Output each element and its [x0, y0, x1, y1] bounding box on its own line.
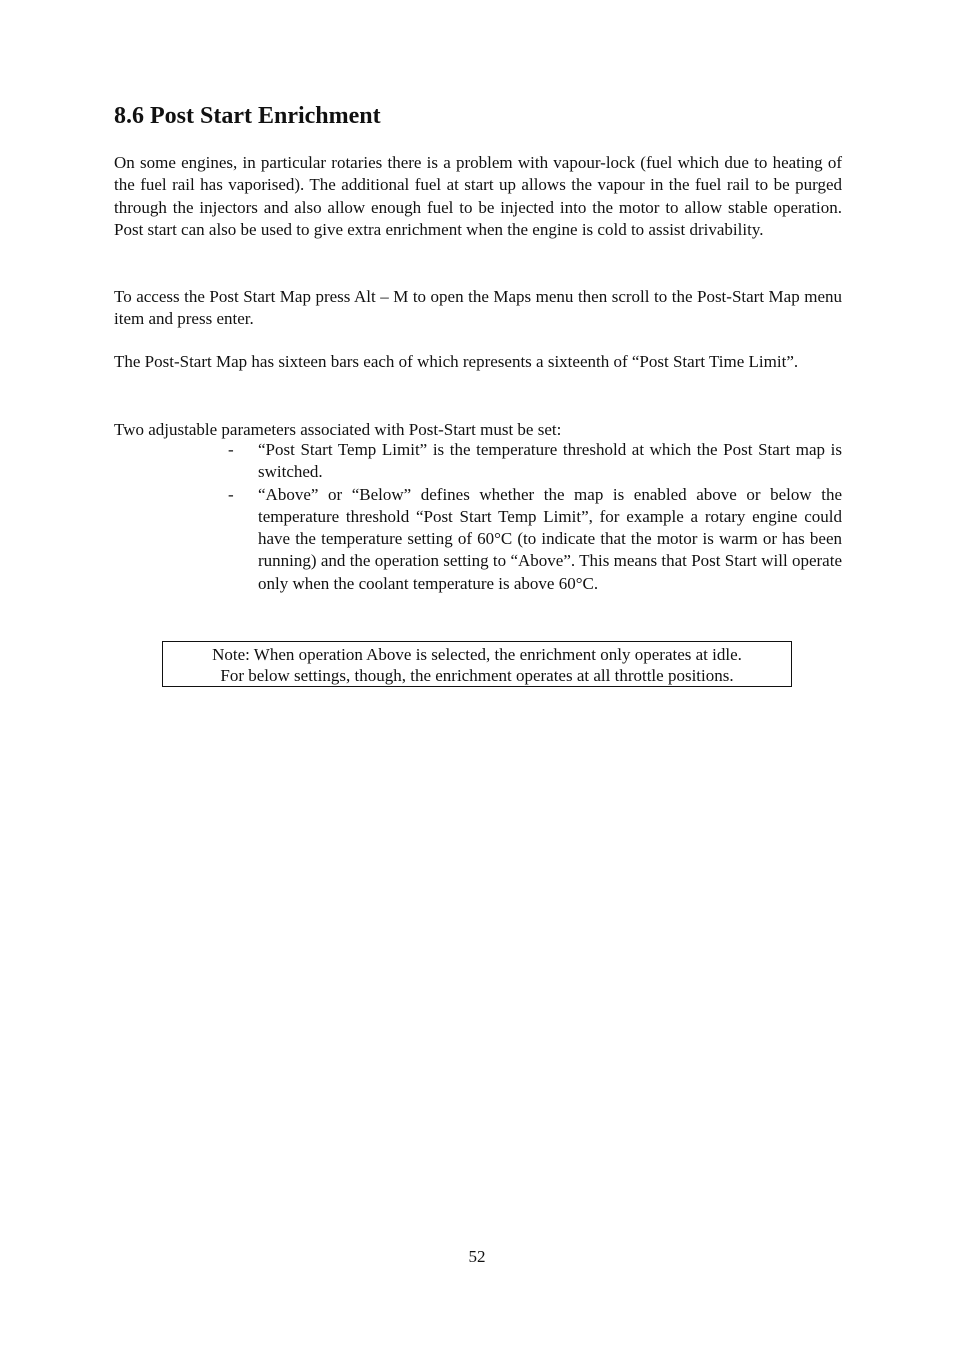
- parameters-intro-paragraph: Two adjustable parameters associated with Post-Start must be set:: [114, 420, 562, 439]
- above-below-description: “Above” or “Below” defines whether the map is enabled above or below the temperature threshold “Post Start Temp Limit”, for example a rotary engine could have the temperature setting of 60°C (to indicate that the motor is warm or has been running) and the operation setting to “Above”. This means that Post Start will operate only when the coolant temperature is above 60°C.: [258, 484, 842, 593]
- note-line-2: For below settings, though, the enrichment operates at all throttle positions.: [220, 666, 734, 685]
- section-heading: 8.6 Post Start Enrichment: [114, 103, 381, 129]
- list-item: [114, 484, 842, 595]
- intro-paragraph: On some engines, in particular rotaries there is a problem with vapour-lock (fuel which due to heating of the fuel rail has vaporised). The additional fuel at start up allows the vapour in the fuel rail to be purged through the injectors and also allow enough fuel to be injected into the motor to allow stable operation. Post start can also be used to give extra enrichment when the engine is cold to assist drivability.: [114, 153, 842, 239]
- access-instructions-paragraph: To access the Post Start Map press Alt – M to open the Maps menu then scroll to the Post-Start Map menu item and press enter.: [114, 287, 842, 329]
- note-line-1: Note: When operation Above is selected, the enrichment only operates at idle.: [212, 645, 742, 664]
- list-item: [114, 439, 842, 484]
- map-description-paragraph: The Post-Start Map has sixteen bars each of which represents a sixteenth of “Post Start Time Limit”.: [114, 352, 799, 371]
- page-number: 52: [468, 1247, 486, 1266]
- note-box: [162, 641, 792, 687]
- parameter-list: [114, 439, 842, 595]
- dash-bullet: -: [228, 484, 234, 504]
- temp-limit-description: “Post Start Temp Limit” is the temperature threshold at which the Post Start map is switched.: [258, 440, 842, 482]
- dash-bullet: -: [228, 440, 234, 459]
